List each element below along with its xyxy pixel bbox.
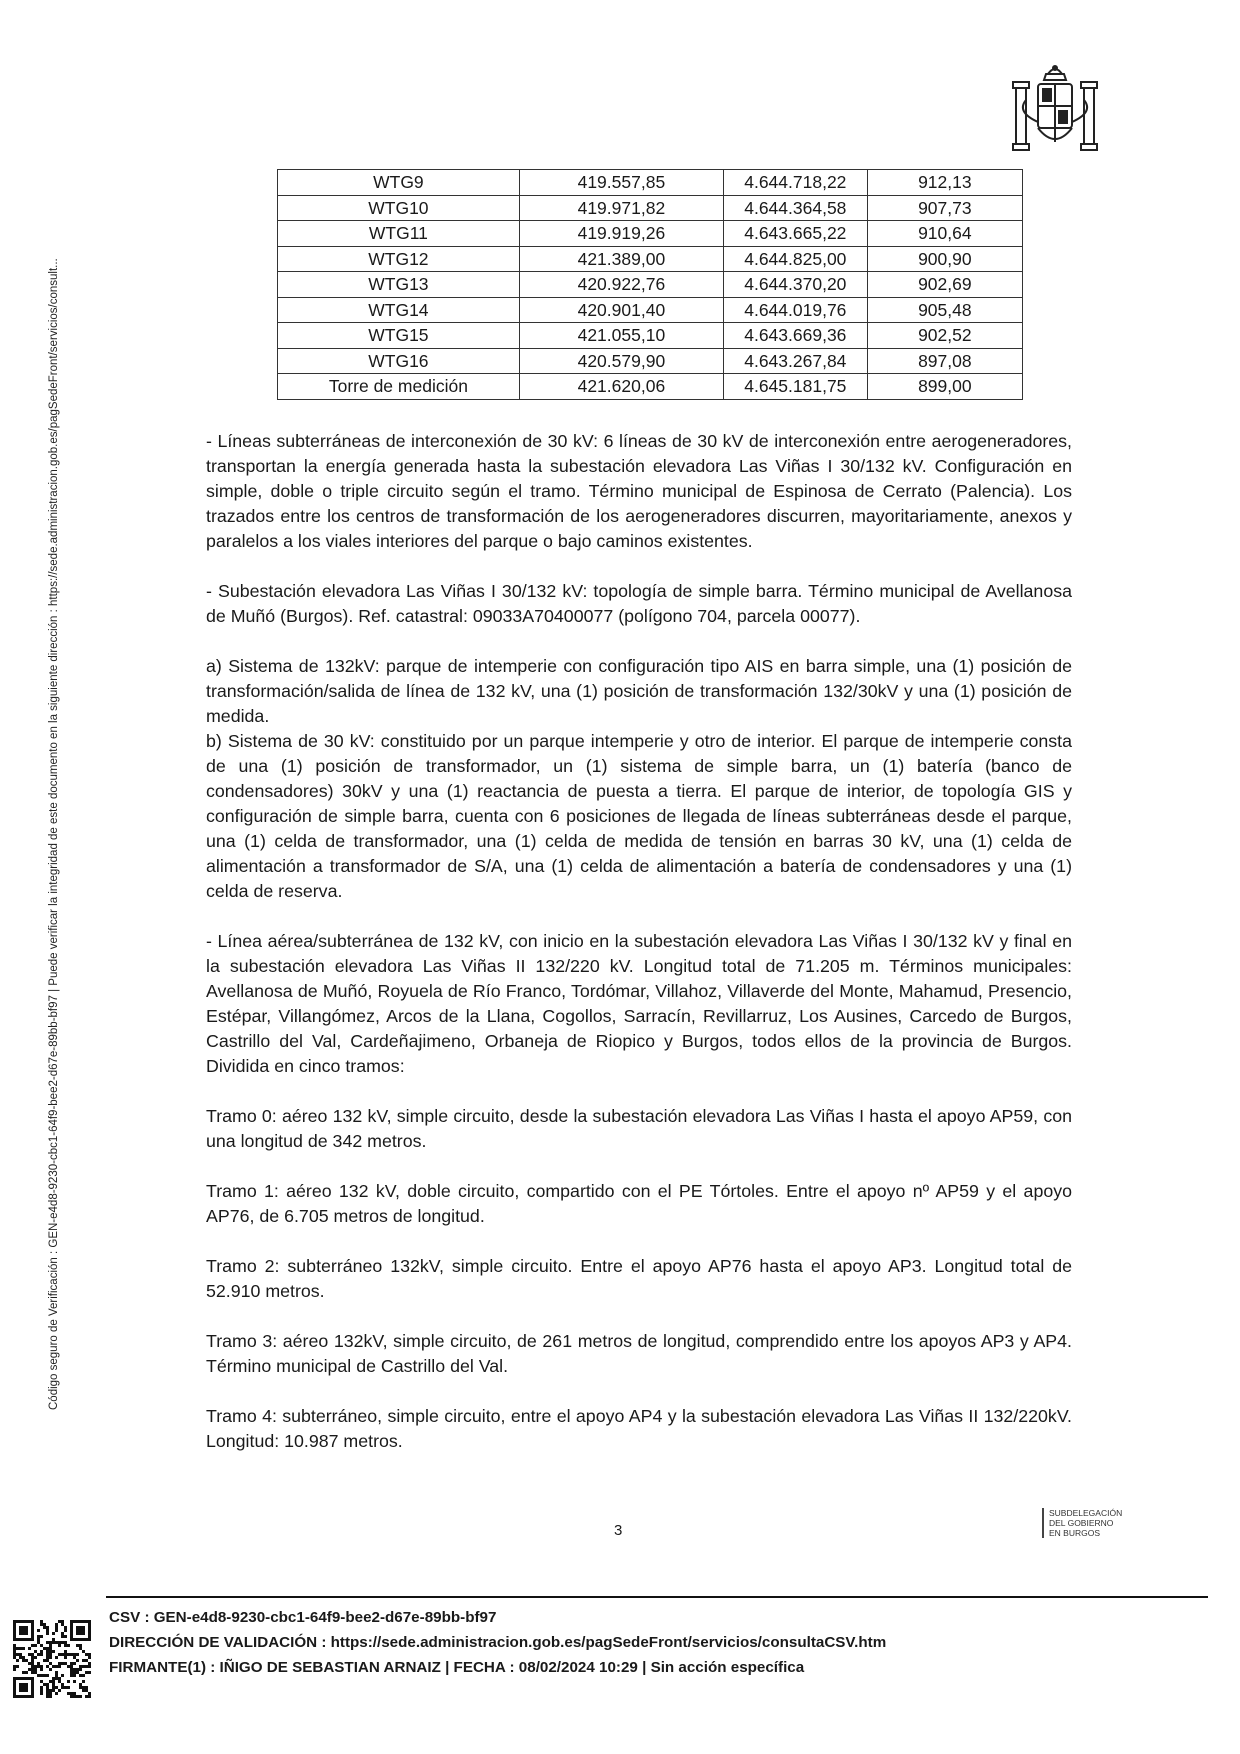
table-row [278, 323, 1023, 349]
table-cell: 899,00 [867, 374, 1022, 400]
validation-footer [109, 1605, 886, 1680]
paragraph-tramo-2: Tramo 2: subterráneo 132kV, simple circuito. Entre el apoyo AP76 hasta el apoyo AP3. Longitud total de 52.910 metros. [206, 1256, 1072, 1301]
table-row [278, 297, 1023, 323]
table-cell: 4.644.370,20 [723, 272, 867, 298]
footer-divider [106, 1596, 1208, 1598]
paragraph-sistema-132kv: a) Sistema de 132kV: parque de intemperie con configuración tipo AIS en barra simple, una (1) posición de transformación/salida de línea de 132 kV, una (1) posición de transformación 132/30kV y una (1) posición de medida. [206, 656, 1072, 726]
table-cell: WTG9 [278, 170, 520, 196]
body-text [206, 429, 1072, 1479]
paragraph-tramo-4: Tramo 4: subterráneo, simple circuito, entre el apoyo AP4 y la subestación elevadora Las Viñas II 132/220kV. Longitud: 10.987 metros. [206, 1406, 1072, 1451]
table-cell: 897,08 [867, 348, 1022, 374]
table-cell: 4.643.267,84 [723, 348, 867, 374]
table-cell: 912,13 [867, 170, 1022, 196]
table-cell: 421.389,00 [519, 246, 723, 272]
table-cell: 902,69 [867, 272, 1022, 298]
paragraph-sistema-30kv: b) Sistema de 30 kV: constituido por un parque intemperie y otro de interior. El parque de intemperie consta de una (1) posición de transformador, un (1) sistema de simple barra, un (1) batería (banco de condensadores) 30kV y una (1) reactancia de puesta a tierra. El parque de interior, de topología GIS y configuración de simple barra, cuenta con 6 posiciones de llegada de líneas subterráneas desde el parque, una (1) celda de transformador, una (1) celda de medida de tensión en barras 30 kV, una (1) celda de alimentación a transformador de S/A, una (1) celda de alimentación a batería de condensadores y una (1) celda de reserva. [206, 731, 1072, 901]
table-row [278, 374, 1023, 400]
coordinates-table [277, 169, 1023, 400]
paragraph-linea-132kv: - Línea aérea/subterránea de 132 kV, con inicio en la subestación elevadora Las Viñas I 30/132 kV y final en la subestación elevadora Las Viñas II 132/220 kV. Longitud total de 71.205 m. Términos municipales: Avellanosa de Muñó, Royuela de Río Franco, Tordómar, Villahoz, Villaverde del Monte, Mahamud, Presencio, Estépar, Villangómez, Arcos de la Llana, Cogollos, Sarracín, Revillarruz, Los Ausines, Carcedo de Burgos, Castrillo del Val, Cardeñajimeno, Orbaneja de Riopico y Burgos, todos ellos de la provincia de Burgos. Dividida en cinco tramos: [206, 931, 1072, 1076]
table-cell: 4.645.181,75 [723, 374, 867, 400]
table-row [278, 195, 1023, 221]
table-cell: 900,90 [867, 246, 1022, 272]
coat-of-arms-icon [1010, 60, 1100, 158]
table-row [278, 246, 1023, 272]
table-cell: 420.901,40 [519, 297, 723, 323]
qr-code-icon [13, 1620, 91, 1698]
subdelegacion-line: DEL GOBIERNO [1049, 1518, 1114, 1528]
subdelegacion-line: SUBDELEGACIÓN [1049, 1508, 1123, 1518]
table-cell: WTG16 [278, 348, 520, 374]
table-cell: 4.643.665,22 [723, 221, 867, 247]
table-row [278, 221, 1023, 247]
table-cell: 4.644.718,22 [723, 170, 867, 196]
table-cell: 421.055,10 [519, 323, 723, 349]
table-cell: 419.919,26 [519, 221, 723, 247]
table-cell: 4.643.669,36 [723, 323, 867, 349]
page-number: 3 [614, 1522, 623, 1539]
table-cell: 4.644.019,76 [723, 297, 867, 323]
footer-validation-url: DIRECCIÓN DE VALIDACIÓN : https://sede.administracion.gob.es/pagSedeFront/servicios/consultaCSV.htm [109, 1634, 887, 1651]
table-cell: 910,64 [867, 221, 1022, 247]
table-cell: WTG14 [278, 297, 520, 323]
table-row [278, 170, 1023, 196]
table-cell: 420.922,76 [519, 272, 723, 298]
table-cell: 4.644.825,00 [723, 246, 867, 272]
table-cell: 902,52 [867, 323, 1022, 349]
subdelegacion-label [1042, 1508, 1129, 1538]
paragraph-tramo-0: Tramo 0: aéreo 132 kV, simple circuito, desde la subestación elevadora Las Viñas I hasta el apoyo AP59, con una longitud de 342 metros. [206, 1106, 1072, 1151]
table-cell: WTG12 [278, 246, 520, 272]
table-cell: WTG15 [278, 323, 520, 349]
table-cell: WTG10 [278, 195, 520, 221]
table-row [278, 348, 1023, 374]
table-cell: 4.644.364,58 [723, 195, 867, 221]
table-cell: 907,73 [867, 195, 1022, 221]
table-cell: WTG11 [278, 221, 520, 247]
subdelegacion-line: EN BURGOS [1049, 1528, 1101, 1538]
footer-signer: FIRMANTE(1) : IÑIGO DE SEBASTIAN ARNAIZ | FECHA : 08/02/2024 10:29 | Sin acción específica [109, 1659, 805, 1676]
table-cell: 419.971,82 [519, 195, 723, 221]
paragraph-subestacion: - Subestación elevadora Las Viñas I 30/132 kV: topología de simple barra. Término municipal de Avellanosa de Muñó (Burgos). Ref. catastral: 09033A70400077 (polígono 704, parcela 00077). [206, 581, 1072, 626]
paragraph-tramo-3: Tramo 3: aéreo 132kV, simple circuito, de 261 metros de longitud, comprendido entre los apoyos AP3 y AP4. Término municipal de Castrillo del Val. [206, 1331, 1072, 1376]
paragraph-lineas-subterraneas: - Líneas subterráneas de interconexión de 30 kV: 6 líneas de 30 kV de interconexión entre aerogeneradores, transportan la energía generada hasta la subestación elevadora Las Viñas I 30/132 kV. Configuración en simple, doble o triple circuito según el tramo. Término municipal de Espinosa de Cerrato (Palencia). Los trazados entre los centros de transformación de los aerogeneradores discurren, mayoritariamente, anexos y paralelos a los viales interiores del parque o bajo caminos existentes. [206, 431, 1072, 551]
paragraph-tramo-1: Tramo 1: aéreo 132 kV, doble circuito, compartido con el PE Tórtoles. Entre el apoyo nº AP59 y el apoyo AP76, de 6.705 metros de longitud. [206, 1181, 1072, 1226]
table-cell: 419.557,85 [519, 170, 723, 196]
table-cell: 421.620,06 [519, 374, 723, 400]
table-cell: 420.579,90 [519, 348, 723, 374]
table-cell: Torre de medición [278, 374, 520, 400]
table-cell: 905,48 [867, 297, 1022, 323]
table-row [278, 272, 1023, 298]
footer-csv: CSV : GEN-e4d8-9230-cbc1-64f9-bee2-d67e-89bb-bf97 [109, 1609, 497, 1626]
side-verification-text: Código seguro de Verificación : GEN-e4d8-9230-cbc1-64f9-bee2-d67e-89bb-bf97 | Puede verificar la integridad de este documento en la siguiente dirección : https://sede.administracion.gob.es/pagSedeFront/servicios/consult... [48, 258, 60, 1410]
table-cell: WTG13 [278, 272, 520, 298]
